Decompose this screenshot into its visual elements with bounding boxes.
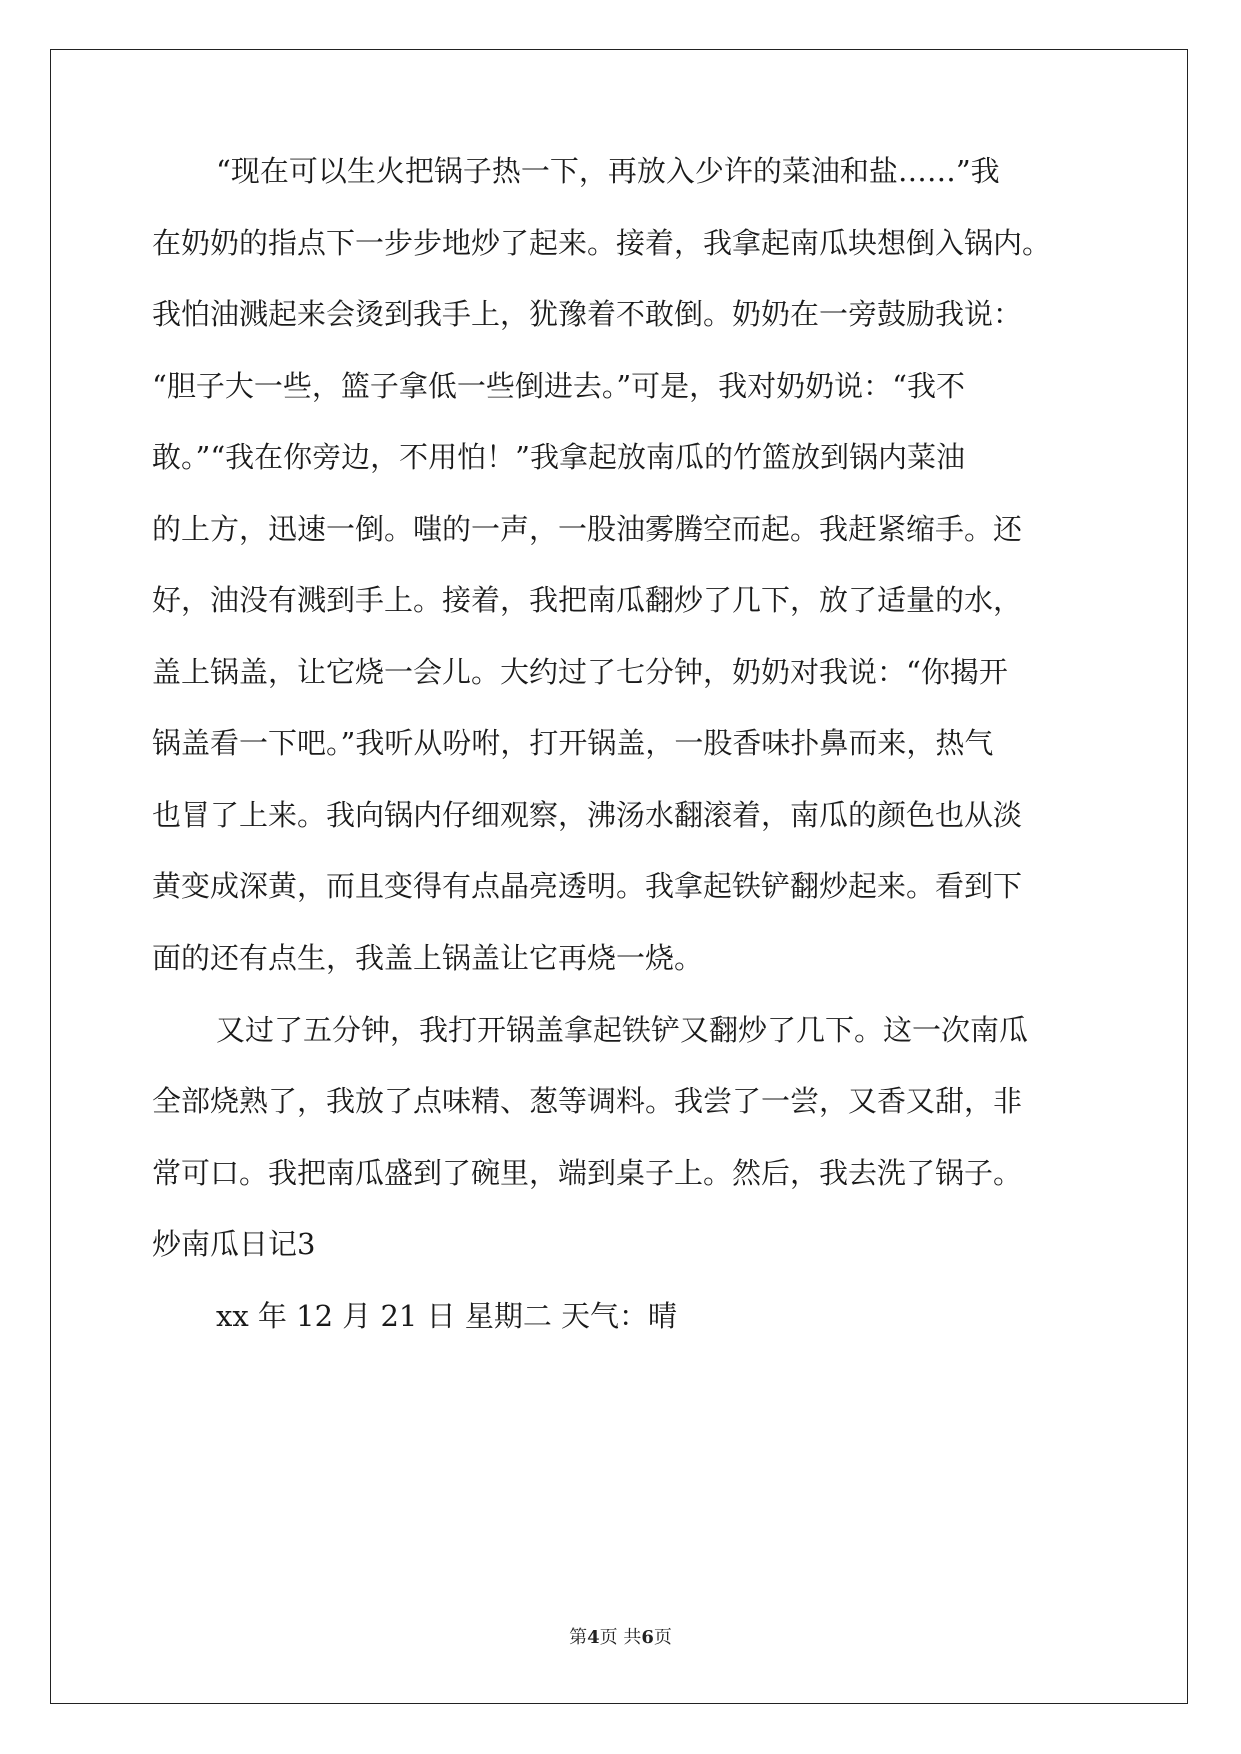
text-line: 好，油没有溅到手上。接着，我把南瓜翻炒了几下，放了适量的水， — [152, 583, 1023, 617]
footer-prefix: 第 — [569, 1627, 588, 1648]
footer-total-pages: 6 — [641, 1627, 654, 1648]
text-line: “现在可以生火把锅子热一下，再放入少许的菜油和盐……”我 — [216, 154, 1000, 188]
page-footer — [0, 1623, 1241, 1649]
footer-suffix: 页 — [653, 1627, 672, 1648]
section-title: 炒南瓜日记3 — [152, 1227, 316, 1261]
text-line: 锅盖看一下吧。”我听从吩咐，打开锅盖，一股香味扑鼻而来，热气 — [152, 726, 994, 760]
date-line: xx 年 12 月 21 日 星期二 天气：晴 — [216, 1299, 678, 1333]
text-line: 全部烧熟了，我放了点味精、葱等调料。我尝了一尝，又香又甜，非 — [152, 1084, 1023, 1118]
text-line: 我怕油溅起来会烫到我手上，犹豫着不敢倒。奶奶在一旁鼓励我说： — [152, 297, 1023, 331]
text-line: 又过了五分钟，我打开锅盖拿起铁铲又翻炒了几下。这一次南瓜 — [216, 1013, 1029, 1047]
footer-middle: 页 共 — [599, 1627, 642, 1648]
footer-page-number: 4 — [587, 1627, 600, 1648]
text-line: 黄变成深黄，而且变得有点晶亮透明。我拿起铁铲翻炒起来。看到下 — [152, 869, 1023, 903]
text-line: 常可口。我把南瓜盛到了碗里，端到桌子上。然后，我去洗了锅子。 — [152, 1156, 1023, 1190]
text-line: 面的还有点生，我盖上锅盖让它再烧一烧。 — [152, 941, 704, 975]
text-line: 也冒了上来。我向锅内仔细观察，沸汤水翻滚着，南瓜的颜色也从淡 — [152, 798, 1023, 832]
text-line: 在奶奶的指点下一步步地炒了起来。接着，我拿起南瓜块想倒入锅内。 — [152, 226, 1052, 260]
text-line: 敢。”“我在你旁边，不用怕！”我拿起放南瓜的竹篮放到锅内菜油 — [152, 440, 965, 474]
text-line: 盖上锅盖，让它烧一会儿。大约过了七分钟，奶奶对我说：“你揭开 — [152, 655, 1008, 689]
text-line: “胆子大一些，篮子拿低一些倒进去。”可是，我对奶奶说：“我不 — [152, 369, 965, 403]
text-line: 的上方，迅速一倒。嗤的一声，一股油雾腾空而起。我赶紧缩手。还 — [152, 512, 1023, 546]
